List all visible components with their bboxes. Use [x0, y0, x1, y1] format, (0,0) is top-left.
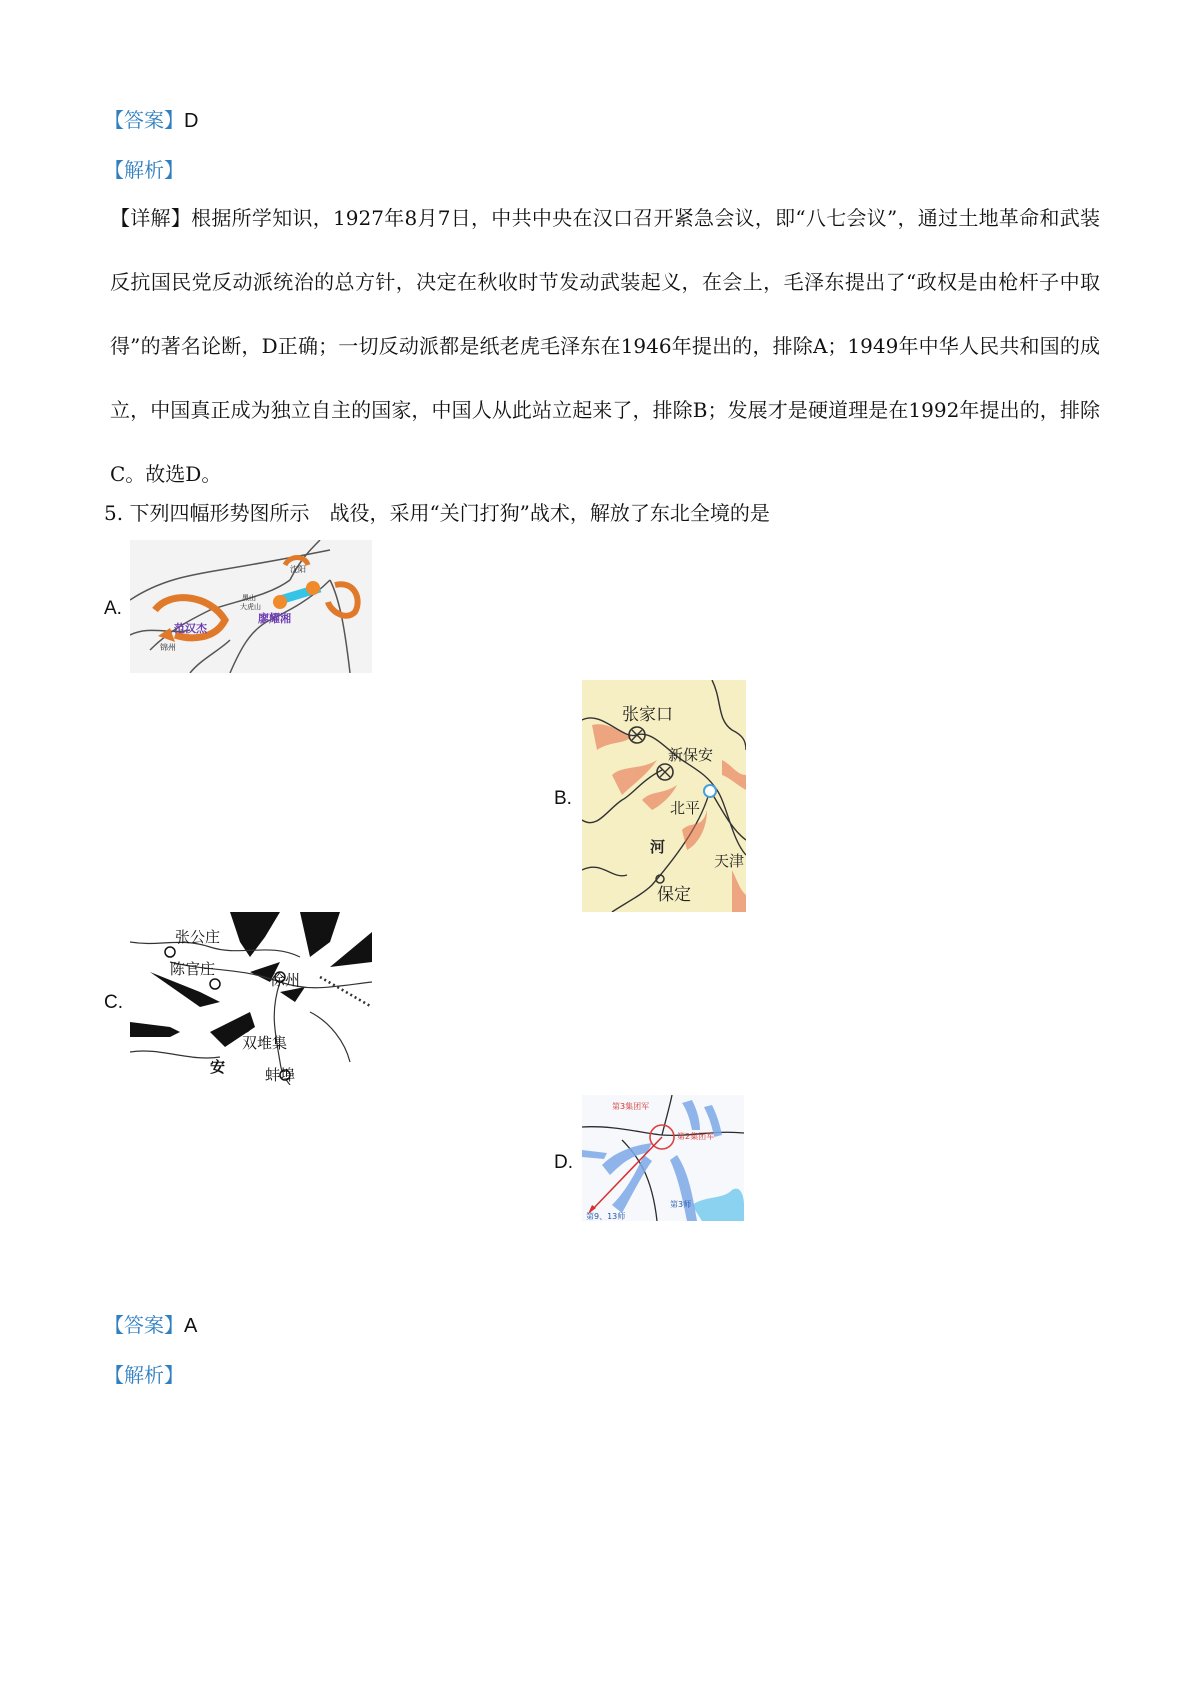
map-c-label-xuzhou: 徐州	[270, 971, 301, 989]
map-b-label-baoding: 保定	[657, 885, 691, 905]
answer-value: D	[184, 110, 199, 132]
map-a-label-dahushan: 大虎山	[240, 603, 261, 611]
analysis-tag-2	[104, 1359, 184, 1388]
map-d-label-div3: 第3师	[670, 1200, 692, 1209]
option-b-map[interactable]	[582, 680, 746, 912]
analysis-tag: 【解析】	[104, 158, 184, 182]
answer-line-1	[104, 104, 198, 133]
analysis-tag: 【解析】	[104, 1363, 184, 1387]
option-a-label[interactable]: A.	[104, 598, 122, 619]
map-b-label-he: 河	[650, 838, 666, 856]
option-c-map[interactable]	[130, 912, 372, 1085]
detail-paragraph	[110, 186, 1100, 506]
map-a-label-jinzhou: 锦州	[160, 643, 176, 652]
map-a-label-heishan: 黑山	[242, 594, 256, 602]
option-c-label[interactable]: C.	[104, 992, 123, 1013]
map-c-label-chenguanzhuang: 陈官庄	[170, 960, 216, 978]
detail-text: 根据所学知识，1927年8月7日，中共中央在汉口召开紧急会议，即“八七会议”，通过土地革命和武装反抗国民党反动派统治的总方针，决定在秋收时节发动武装起义，在会上，毛泽东提出了“政权是由枪杆子中取得”的著名论断，D正确；一切反动派都是纸老虎毛泽东在1946年提出的，排除A；1949年中华人民共和国的成立，中国真正成为独立自主的国家，中国人从此站立起来了，排除B；发展才是硬道理是在1992年提出的，排除C。故选D。	[110, 206, 1101, 486]
question-5-stem: 5. 下列四幅形势图所示 战役，采用“关门打狗”战术，解放了东北全境的是	[104, 501, 770, 525]
map-c-label-bengbu: 蚌埠	[265, 1066, 296, 1084]
map-a-label-shenyang: 沈阳	[290, 565, 306, 574]
map-c-label-an: 安	[210, 1058, 226, 1076]
answer-tag: 【答案】	[104, 108, 184, 132]
map-b-label-xinbaoan: 新保安	[668, 746, 714, 764]
option-d-map[interactable]	[582, 1095, 744, 1221]
detail-label: 【详解】	[110, 206, 192, 230]
answer-value: A	[184, 1315, 198, 1337]
map-c-label-shuangduiji: 双堆集	[242, 1034, 288, 1052]
map-d-label-army2: 第2集团军	[677, 1132, 715, 1141]
map-d-label-army3: 第3集团军	[612, 1102, 650, 1111]
map-b-label-zhangjiakou: 张家口	[622, 705, 673, 725]
answer-tag: 【答案】	[104, 1313, 184, 1337]
option-d-label[interactable]: D.	[554, 1152, 573, 1173]
analysis-tag-1	[104, 154, 184, 183]
map-d-label-div913: 第9、13师	[586, 1212, 626, 1221]
map-b-label-tianjin: 天津	[714, 852, 745, 870]
map-a-label-fan: 范汉杰	[174, 622, 207, 635]
option-b-label[interactable]: B.	[554, 788, 572, 809]
option-a-map[interactable]	[130, 540, 372, 673]
map-a-label-liao: 廖耀湘	[258, 612, 291, 625]
map-c-label-zhanggongzhuang: 张公庄	[175, 928, 221, 946]
answer-line-2	[104, 1309, 197, 1338]
map-b-label-beiping: 北平	[670, 799, 701, 817]
